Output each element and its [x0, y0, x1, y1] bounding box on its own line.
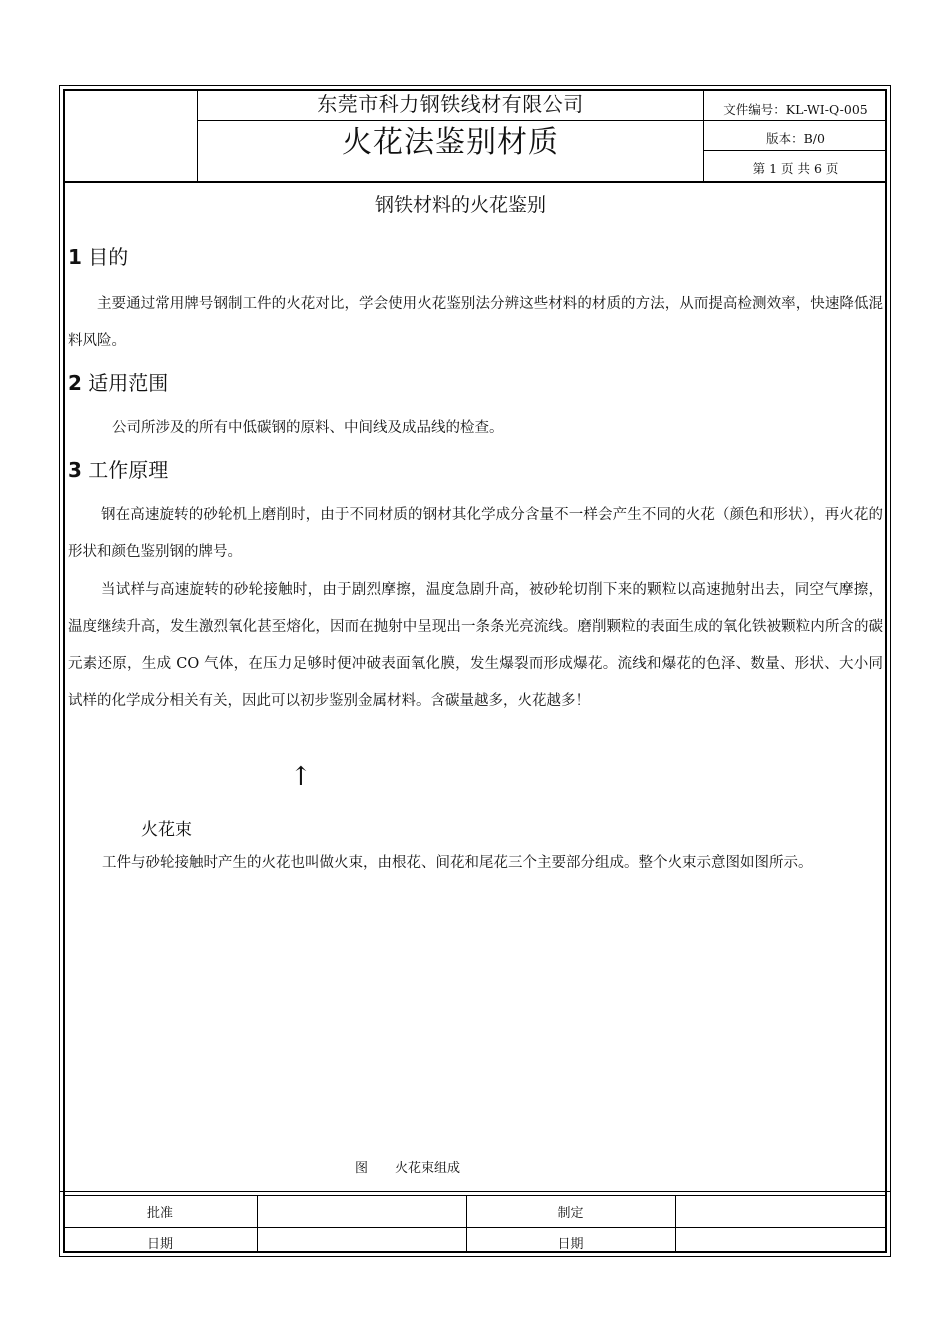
company-name: 东莞市科力钢铁线材有限公司	[317, 92, 584, 116]
footer-top-line	[63, 1195, 887, 1196]
figure-label: 图	[355, 1161, 369, 1176]
section-heading: 钢铁材料的火花鉴别	[375, 194, 547, 216]
section-3-label: 工作原理	[88, 458, 169, 482]
section-1-text: 主要通过常用牌号钢制工件的火花对比，学会使用火花鉴别法分辨这些材料的材质的方法，从而提高检测效率，快速降低混料风险。	[68, 296, 883, 349]
header-meta-divider-1	[703, 120, 887, 121]
date-label-right: 日期	[557, 1237, 584, 1252]
header-meta-divider-2	[703, 150, 887, 151]
footer-divider-1	[257, 1195, 258, 1253]
section-1-label: 目的	[88, 245, 129, 269]
doc-number: 文件编号：KL-WI-Q-005	[723, 102, 868, 117]
footer-divider-3	[675, 1195, 676, 1253]
section-2-label: 适用范围	[88, 371, 169, 395]
section-3-number: 3	[68, 458, 82, 482]
date-label-left: 日期	[146, 1237, 173, 1252]
footer-top-outer-line	[59, 1191, 891, 1192]
section-3-paragraph-2: 当试样与高速旋转的砂轮接触时，由于剧烈摩擦，温度急剧升高，被砂轮切削下来的颗粒以高速抛射出去，同空气摩擦，温度继续升高，发生激烈氧化甚至熔化，因而在抛射中呈现出一条条光亮流线。磨削颗粒的表面生成的氧化铁被颗粒内所含的碳元素还原，生成 CO 气体，在压力足够时便冲破表面氧化膜，发生爆裂而形成爆花。流线和爆花的色泽、数量、形状、大小同试样的化学成分相关有关，因此可以初步鉴别金属材料。含碳量越多，火花越多！	[68, 582, 883, 709]
section-1-title	[68, 241, 128, 270]
section-2-text: 公司所涉及的所有中低碳钢的原料、中间线及成品线的检查。	[112, 420, 504, 436]
prepared-label: 制定	[557, 1206, 584, 1221]
figure-caption-text: 火花束组成	[395, 1161, 461, 1176]
spark-bundle-text: 工件与砂轮接触时产生的火花也叫做火束，由根花、间花和尾花三个主要部分组成。整个火束示意图如图所示。	[102, 855, 813, 871]
spark-bundle-title: 火花束	[141, 820, 192, 840]
section-3-paragraph-1: 钢在高速旋转的砂轮机上磨削时，由于不同材质的钢材其化学成分含量不一样会产生不同的火花（颜色和形状），再火花的形状和颜色鉴别钢的牌号。	[68, 507, 883, 560]
header-bottom-border	[63, 181, 887, 183]
section-3-title	[68, 454, 168, 483]
version: 版本：B/0	[766, 131, 825, 146]
section-2-number: 2	[68, 371, 82, 395]
section-2-title	[68, 367, 168, 396]
section-1-number: 1	[68, 245, 82, 269]
page-info: 第 1 页 共 6 页	[752, 161, 839, 176]
arrow-up-icon: ↑	[290, 762, 312, 792]
document-title: 火花法鉴别材质	[342, 125, 559, 160]
footer-middle-line	[63, 1227, 887, 1228]
approve-label: 批准	[146, 1206, 173, 1221]
figure-caption	[355, 1157, 460, 1176]
